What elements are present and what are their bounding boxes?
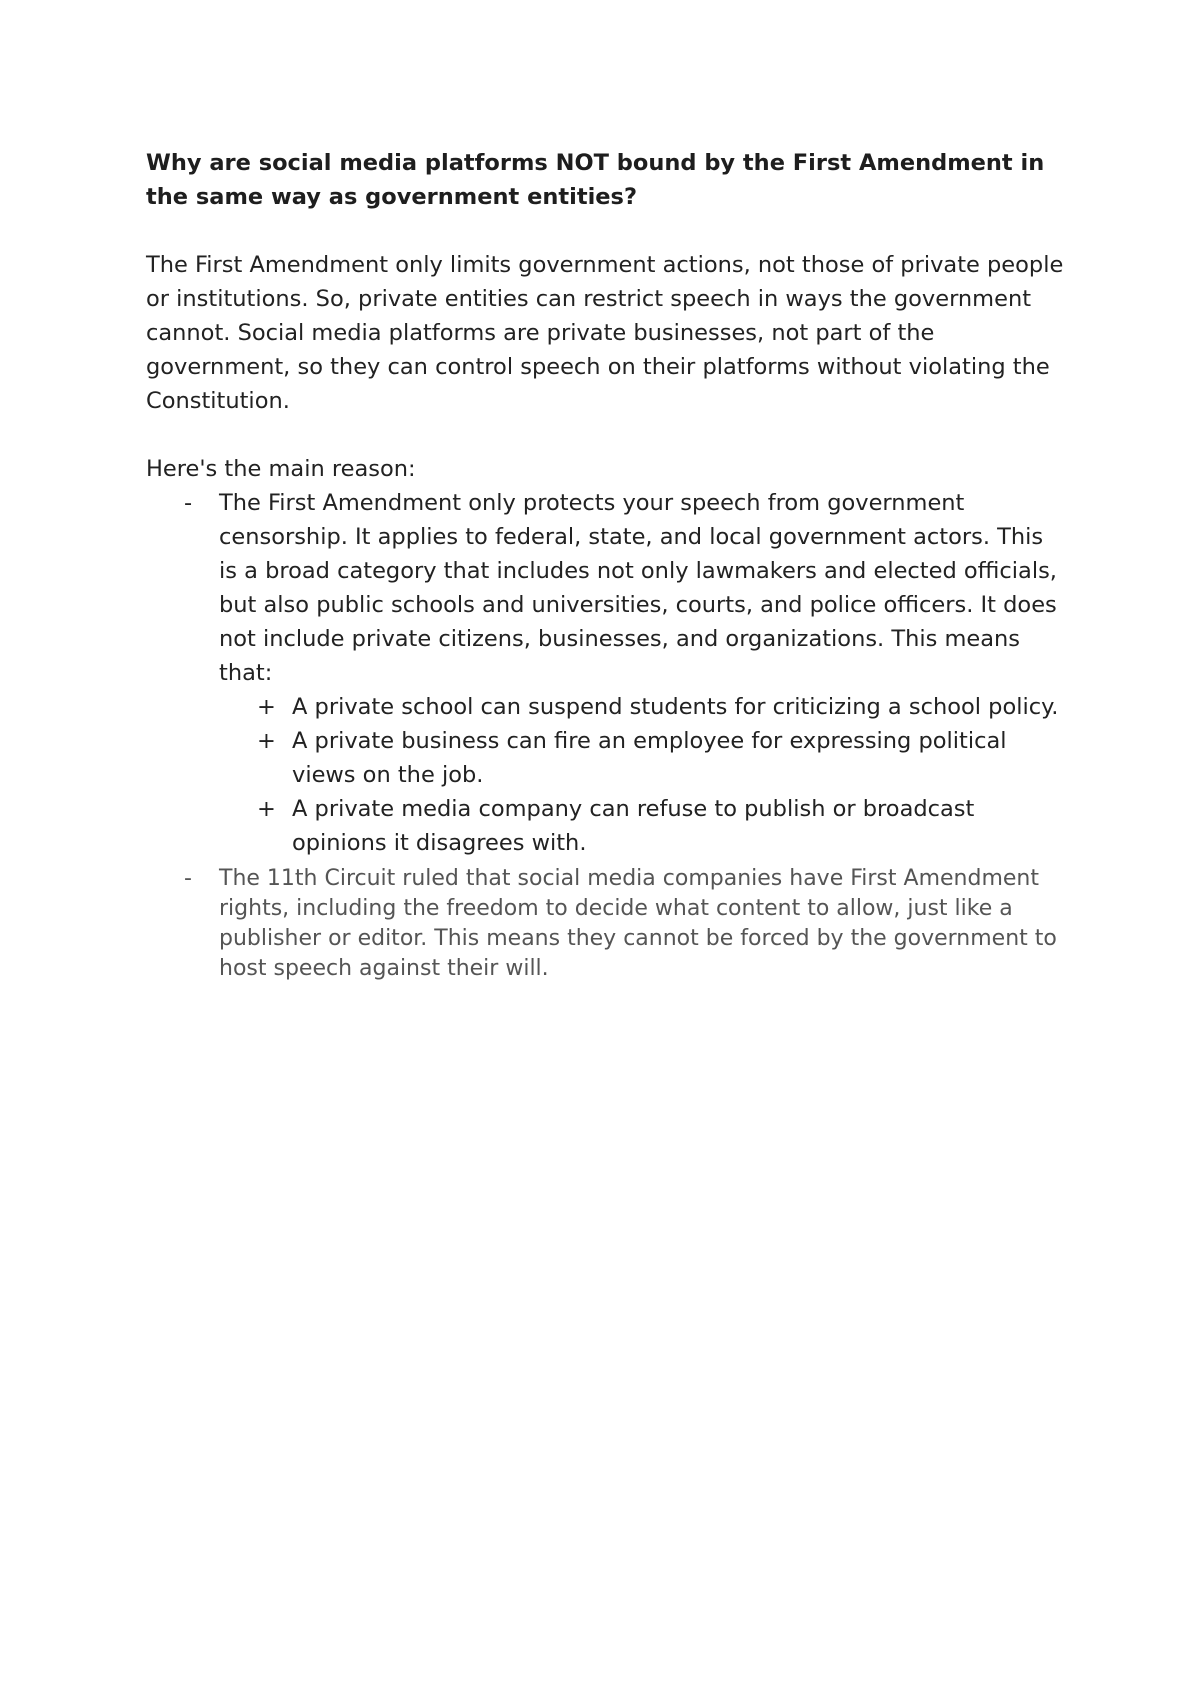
dash-bullet: - — [184, 866, 192, 891]
list-item — [219, 724, 1066, 792]
document-content — [146, 146, 1066, 984]
dash-bullet: - — [184, 490, 193, 516]
list-item-text: A private school can suspend students for criticizing a school policy. — [292, 694, 1059, 720]
list-item-text: The 11th Circuit ruled that social media companies have First Amendment rights, including the freedom to decide what content to allow, just like a publisher or editor. This means they cannot be forced by the government to host speech against their will. — [219, 866, 1057, 981]
plus-bullet: + — [257, 694, 276, 720]
plus-bullet: + — [257, 796, 276, 822]
question-heading: Why are social media platforms NOT bound by the First Amendment in the same way as government entities? — [146, 150, 1045, 210]
examples-list — [219, 690, 1066, 860]
list-item — [219, 690, 1066, 724]
list-item — [146, 864, 1066, 984]
reasons-intro: Here's the main reason: — [146, 456, 416, 482]
reasons-list — [146, 486, 1066, 984]
list-item — [146, 486, 1066, 860]
plus-bullet: + — [257, 728, 276, 754]
list-item-text: A private media company can refuse to publish or broadcast opinions it disagrees with. — [292, 796, 975, 856]
list-item — [219, 792, 1066, 860]
answer-paragraph: The First Amendment only limits government actions, not those of private people or institutions. So, private entities can restrict speech in ways the government cannot. Social media platforms are private businesses, not part of the government, so they can control speech on their platforms without violating the Constitution. — [146, 252, 1064, 414]
list-item-text: The First Amendment only protects your speech from government censorship. It applies to federal, state, and local government actors. This is a broad category that includes not only lawmakers and elected officials, but also public schools and universities, courts, and police officers. It does not include private citizens, businesses, and organizations. This means that: — [219, 490, 1057, 686]
list-item-text: A private business can fire an employee for expressing political views on the job. — [292, 728, 1007, 788]
